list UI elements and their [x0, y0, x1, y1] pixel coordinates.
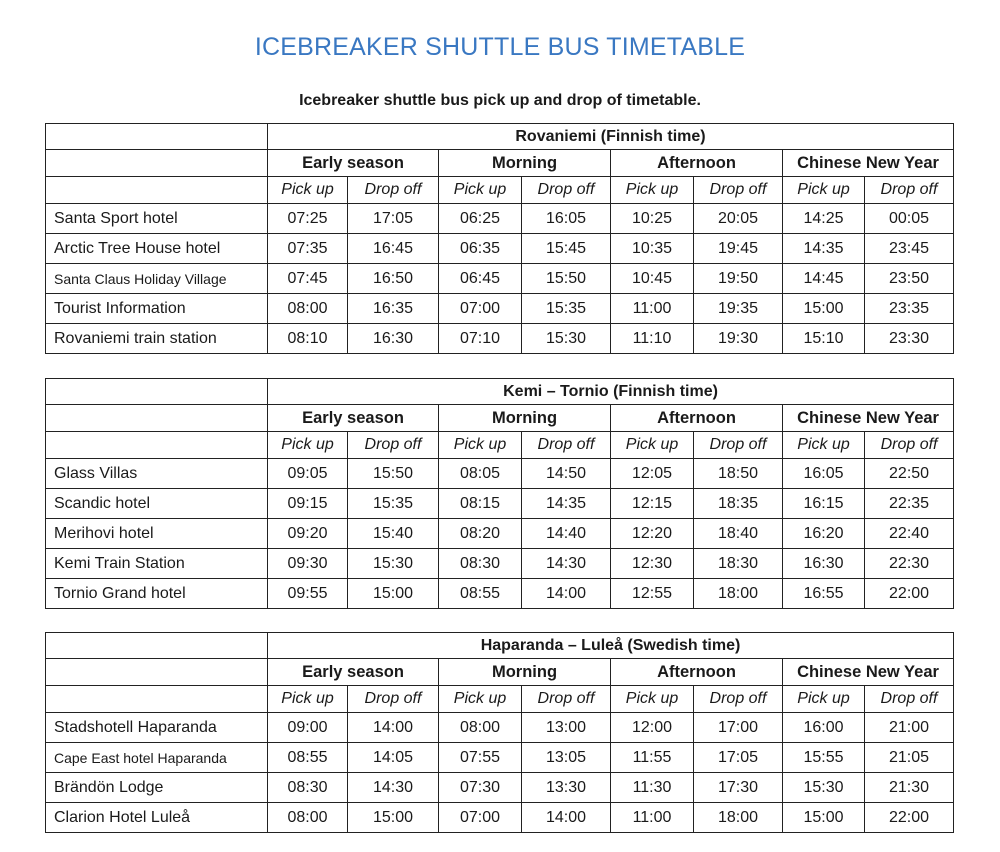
pickup-time: 08:00	[268, 803, 348, 833]
dropoff-time: 14:00	[348, 713, 439, 743]
blank-cell	[46, 124, 268, 150]
stop-name: Kemi Train Station	[46, 549, 268, 579]
table-row	[46, 204, 954, 234]
pickup-time: 06:25	[439, 204, 522, 234]
dropoff-time: 21:00	[865, 713, 954, 743]
blank-cell	[46, 177, 268, 204]
dropoff-time: 14:40	[522, 519, 611, 549]
dropoff-time: 14:00	[522, 803, 611, 833]
pickup-time: 07:45	[268, 264, 348, 294]
region-header: Haparanda – Luleå (Swedish time)	[268, 633, 954, 659]
dropoff-time: 22:00	[865, 803, 954, 833]
pickup-time: 07:25	[268, 204, 348, 234]
table-row	[46, 459, 954, 489]
dropoff-header: Drop off	[694, 177, 783, 204]
pickup-time: 16:00	[783, 713, 865, 743]
pickup-time: 16:55	[783, 579, 865, 609]
pickup-time: 08:55	[268, 743, 348, 773]
pickup-time: 14:45	[783, 264, 865, 294]
pickup-time: 07:00	[439, 294, 522, 324]
period-header: Morning	[439, 405, 611, 432]
dropoff-header: Drop off	[522, 686, 611, 713]
dropoff-time: 15:35	[348, 489, 439, 519]
period-header: Chinese New Year	[783, 405, 954, 432]
dropoff-time: 16:45	[348, 234, 439, 264]
dropoff-header: Drop off	[348, 432, 439, 459]
dropoff-time: 22:40	[865, 519, 954, 549]
page-title: ICEBREAKER SHUTTLE BUS TIMETABLE	[254, 33, 746, 61]
period-header: Afternoon	[611, 405, 783, 432]
pickup-time: 07:35	[268, 234, 348, 264]
pickup-header: Pick up	[268, 177, 348, 204]
dropoff-time: 14:05	[348, 743, 439, 773]
period-header: Afternoon	[611, 150, 783, 177]
pickup-time: 08:10	[268, 324, 348, 354]
pickup-time: 16:05	[783, 459, 865, 489]
region-header: Kemi – Tornio (Finnish time)	[268, 379, 954, 405]
dropoff-time: 19:30	[694, 324, 783, 354]
period-header: Morning	[439, 150, 611, 177]
pickup-header: Pick up	[783, 177, 865, 204]
dropoff-header: Drop off	[865, 432, 954, 459]
dropoff-time: 15:40	[348, 519, 439, 549]
dropoff-header: Drop off	[865, 177, 954, 204]
pickup-time: 08:30	[439, 549, 522, 579]
pickup-time: 11:55	[611, 743, 694, 773]
dropoff-time: 15:00	[348, 579, 439, 609]
pickup-time: 12:05	[611, 459, 694, 489]
pickup-time: 08:15	[439, 489, 522, 519]
dropoff-time: 15:45	[522, 234, 611, 264]
stop-name: Merihovi hotel	[46, 519, 268, 549]
dropoff-time: 18:30	[694, 549, 783, 579]
stop-name: Tornio Grand hotel	[46, 579, 268, 609]
pickup-time: 12:15	[611, 489, 694, 519]
dropoff-time: 18:00	[694, 803, 783, 833]
dropoff-time: 18:35	[694, 489, 783, 519]
dropoff-time: 21:30	[865, 773, 954, 803]
pickup-time: 07:30	[439, 773, 522, 803]
dropoff-time: 23:50	[865, 264, 954, 294]
blank-cell	[46, 686, 268, 713]
table-row	[46, 519, 954, 549]
pickup-time: 06:35	[439, 234, 522, 264]
pickup-time: 16:15	[783, 489, 865, 519]
pickup-time: 12:55	[611, 579, 694, 609]
table-row	[46, 264, 954, 294]
pickup-time: 08:00	[439, 713, 522, 743]
period-header: Chinese New Year	[783, 659, 954, 686]
dropoff-time: 13:00	[522, 713, 611, 743]
pickup-time: 15:10	[783, 324, 865, 354]
stop-name: Glass Villas	[46, 459, 268, 489]
dropoff-header: Drop off	[865, 686, 954, 713]
dropoff-time: 19:50	[694, 264, 783, 294]
dropoff-time: 15:50	[522, 264, 611, 294]
dropoff-time: 17:30	[694, 773, 783, 803]
pickup-time: 11:10	[611, 324, 694, 354]
period-header: Early season	[268, 405, 439, 432]
pickup-time: 15:30	[783, 773, 865, 803]
table-row	[46, 713, 954, 743]
dropoff-time: 16:35	[348, 294, 439, 324]
pickup-time: 06:45	[439, 264, 522, 294]
dropoff-time: 16:30	[348, 324, 439, 354]
table-row	[46, 579, 954, 609]
dropoff-header: Drop off	[694, 686, 783, 713]
dropoff-time: 14:50	[522, 459, 611, 489]
dropoff-time: 23:45	[865, 234, 954, 264]
pickup-time: 08:55	[439, 579, 522, 609]
pickup-time: 11:00	[611, 294, 694, 324]
dropoff-time: 20:05	[694, 204, 783, 234]
pickup-time: 09:05	[268, 459, 348, 489]
dropoff-time: 16:05	[522, 204, 611, 234]
pickup-time: 07:00	[439, 803, 522, 833]
pickup-header: Pick up	[611, 432, 694, 459]
pickup-header: Pick up	[783, 686, 865, 713]
stop-name: Brändön Lodge	[46, 773, 268, 803]
dropoff-time: 15:30	[522, 324, 611, 354]
dropoff-time: 18:40	[694, 519, 783, 549]
dropoff-time: 13:05	[522, 743, 611, 773]
dropoff-time: 17:05	[348, 204, 439, 234]
pickup-time: 10:35	[611, 234, 694, 264]
timetable-table	[45, 378, 954, 609]
stop-name: Rovaniemi train station	[46, 324, 268, 354]
dropoff-time: 21:05	[865, 743, 954, 773]
table-row	[46, 743, 954, 773]
pickup-time: 12:30	[611, 549, 694, 579]
dropoff-time: 17:00	[694, 713, 783, 743]
blank-cell	[46, 379, 268, 405]
dropoff-header: Drop off	[522, 432, 611, 459]
pickup-time: 09:20	[268, 519, 348, 549]
dropoff-header: Drop off	[522, 177, 611, 204]
pickup-time: 10:25	[611, 204, 694, 234]
period-header: Early season	[268, 659, 439, 686]
pickup-time: 07:55	[439, 743, 522, 773]
dropoff-time: 16:50	[348, 264, 439, 294]
stop-name: Tourist Information	[46, 294, 268, 324]
table-row	[46, 803, 954, 833]
dropoff-time: 15:30	[348, 549, 439, 579]
table-row	[46, 324, 954, 354]
dropoff-time: 18:50	[694, 459, 783, 489]
blank-cell	[46, 659, 268, 686]
pickup-time: 11:00	[611, 803, 694, 833]
blank-cell	[46, 150, 268, 177]
pickup-header: Pick up	[783, 432, 865, 459]
dropoff-time: 15:35	[522, 294, 611, 324]
pickup-time: 14:25	[783, 204, 865, 234]
pickup-time: 09:55	[268, 579, 348, 609]
timetable-table	[45, 632, 954, 833]
stop-name: Santa Sport hotel	[46, 204, 268, 234]
pickup-time: 09:15	[268, 489, 348, 519]
dropoff-time: 22:00	[865, 579, 954, 609]
pickup-header: Pick up	[439, 432, 522, 459]
dropoff-time: 22:50	[865, 459, 954, 489]
dropoff-header: Drop off	[348, 686, 439, 713]
dropoff-time: 23:30	[865, 324, 954, 354]
dropoff-time: 19:45	[694, 234, 783, 264]
blank-cell	[46, 633, 268, 659]
pickup-time: 10:45	[611, 264, 694, 294]
pickup-header: Pick up	[268, 432, 348, 459]
stop-name: Cape East hotel Haparanda	[46, 743, 268, 773]
pickup-time: 07:10	[439, 324, 522, 354]
timetable-table	[45, 123, 954, 354]
pickup-header: Pick up	[611, 177, 694, 204]
table-row	[46, 234, 954, 264]
table-row	[46, 549, 954, 579]
period-header: Afternoon	[611, 659, 783, 686]
dropoff-time: 19:35	[694, 294, 783, 324]
dropoff-time: 14:35	[522, 489, 611, 519]
period-header: Early season	[268, 150, 439, 177]
dropoff-time: 17:05	[694, 743, 783, 773]
pickup-time: 08:00	[268, 294, 348, 324]
dropoff-time: 00:05	[865, 204, 954, 234]
pickup-header: Pick up	[268, 686, 348, 713]
dropoff-header: Drop off	[348, 177, 439, 204]
pickup-time: 09:30	[268, 549, 348, 579]
pickup-time: 14:35	[783, 234, 865, 264]
stop-name: Arctic Tree House hotel	[46, 234, 268, 264]
dropoff-time: 23:35	[865, 294, 954, 324]
pickup-time: 08:20	[439, 519, 522, 549]
pickup-header: Pick up	[439, 177, 522, 204]
pickup-time: 15:00	[783, 294, 865, 324]
pickup-time: 16:30	[783, 549, 865, 579]
pickup-header: Pick up	[439, 686, 522, 713]
dropoff-time: 15:00	[348, 803, 439, 833]
table-row	[46, 773, 954, 803]
stop-name: Santa Claus Holiday Village	[46, 264, 268, 294]
table-row	[46, 489, 954, 519]
pickup-time: 08:30	[268, 773, 348, 803]
period-header: Morning	[439, 659, 611, 686]
dropoff-header: Drop off	[694, 432, 783, 459]
pickup-time: 15:00	[783, 803, 865, 833]
region-header: Rovaniemi (Finnish time)	[268, 124, 954, 150]
pickup-time: 09:00	[268, 713, 348, 743]
stop-name: Clarion Hotel Luleå	[46, 803, 268, 833]
period-header: Chinese New Year	[783, 150, 954, 177]
pickup-time: 12:00	[611, 713, 694, 743]
dropoff-time: 22:35	[865, 489, 954, 519]
dropoff-time: 15:50	[348, 459, 439, 489]
stop-name: Scandic hotel	[46, 489, 268, 519]
pickup-time: 12:20	[611, 519, 694, 549]
dropoff-time: 14:30	[348, 773, 439, 803]
pickup-time: 15:55	[783, 743, 865, 773]
pickup-time: 11:30	[611, 773, 694, 803]
dropoff-time: 14:00	[522, 579, 611, 609]
stop-name: Stadshotell Haparanda	[46, 713, 268, 743]
pickup-time: 16:20	[783, 519, 865, 549]
pickup-header: Pick up	[611, 686, 694, 713]
pickup-time: 08:05	[439, 459, 522, 489]
page-subtitle: Icebreaker shuttle bus pick up and drop of timetable.	[299, 92, 701, 109]
dropoff-time: 14:30	[522, 549, 611, 579]
dropoff-time: 13:30	[522, 773, 611, 803]
blank-cell	[46, 432, 268, 459]
table-row	[46, 294, 954, 324]
dropoff-time: 22:30	[865, 549, 954, 579]
blank-cell	[46, 405, 268, 432]
dropoff-time: 18:00	[694, 579, 783, 609]
